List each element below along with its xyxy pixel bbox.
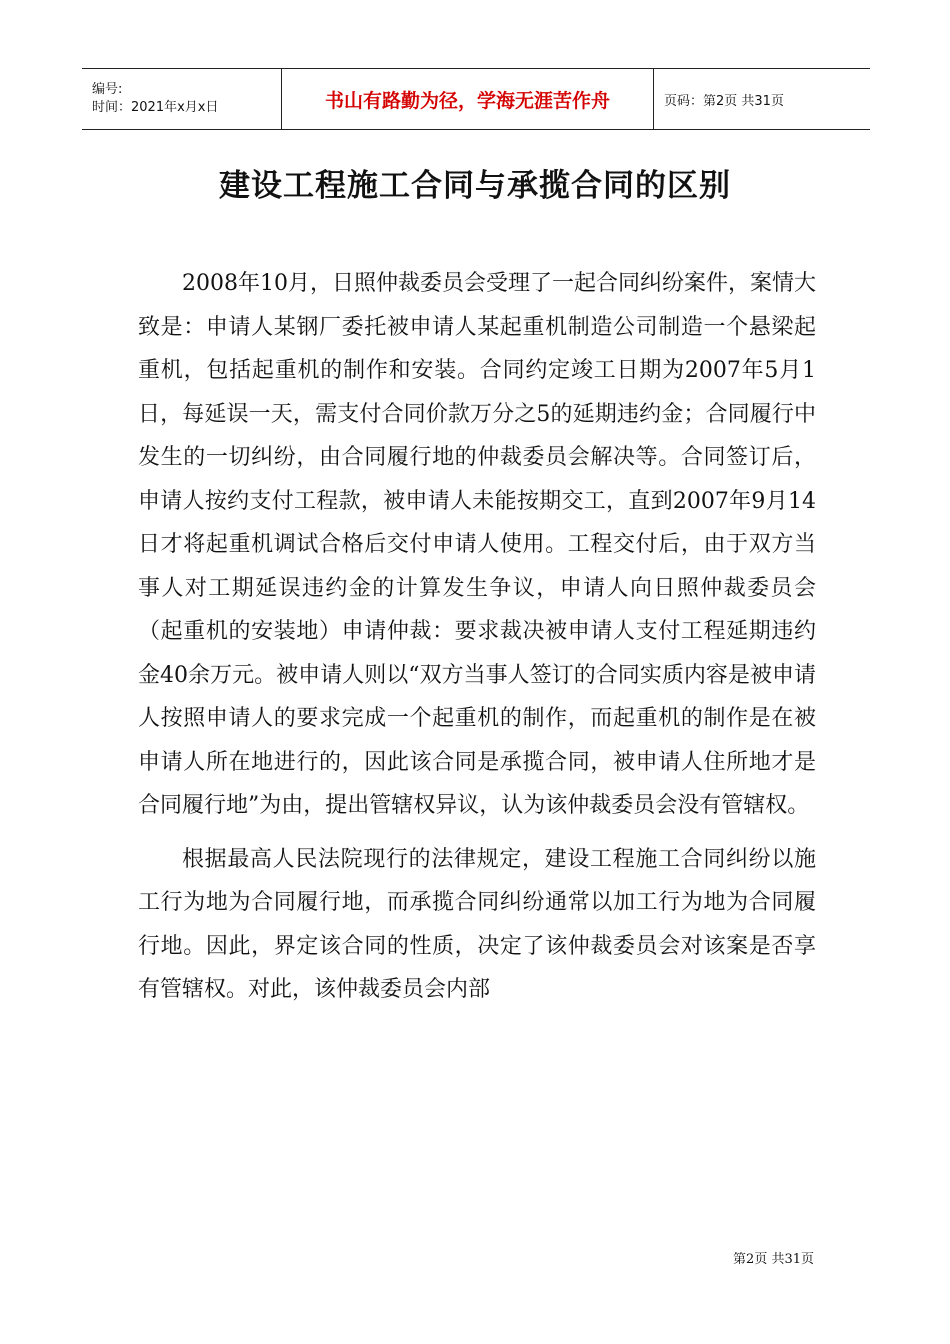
- document-title: 建设工程施工合同与承揽合同的区别: [219, 168, 731, 204]
- motto-text: 书山有路勤为径，学海无涯苦作舟: [324, 89, 610, 112]
- page-footer: 第2页 共31页: [733, 1252, 814, 1267]
- header-page-number: 页码：第2页 共31页: [664, 93, 784, 109]
- paragraph: 根据最高人民法院现行的法律规定，建设工程施工合同纠纷以施工行为地为合同履行地，而承揽合同纠纷通常以加工行为地为合同履行地。因此，界定该合同的性质，决定了该仲裁委员会对该案是否享有管辖权。对此，该仲裁委员会内部: [138, 846, 816, 1002]
- header-motto: [282, 69, 654, 129]
- header-meta: [82, 69, 282, 129]
- document-body: [138, 262, 816, 1022]
- document-number: 编号:: [92, 82, 123, 97]
- header-page-info: [654, 69, 870, 129]
- page-header: [82, 68, 870, 130]
- paragraph: 2008年10月，日照仲裁委员会受理了一起合同纠纷案件，案情大致是：申请人某钢厂委托被申请人某起重机制造公司制造一个悬梁起重机，包括起重机的制作和安装。合同约定竣工日期为2007年5月1日，每延误一天，需支付合同价款万分之5的延期违约金；合同履行中发生的一切纠纷，由合同履行地的仲裁委员会解决等。合同签订后，申请人按约支付工程款，被申请人未能按期交工，直到2007年9月14日才将起重机调试合格后交付申请人使用。工程交付后，由于双方当事人对工期延误违约金的计算发生争议，申请人向日照仲裁委员会（起重机的安装地）申请仲裁：要求裁决被申请人支付工程延期违约金40余万元。被申请人则以“双方当事人签订的合同实质内容是被申请人按照申请人的要求完成一个起重机的制作，而起重机的制作是在被申请人所在地进行的，因此该合同是承揽合同，被申请人住所地才是合同履行地”为由，提出管辖权异议，认为该仲裁委员会没有管辖权。: [138, 271, 817, 818]
- document-date: 时间：2021年x月x日: [92, 100, 219, 115]
